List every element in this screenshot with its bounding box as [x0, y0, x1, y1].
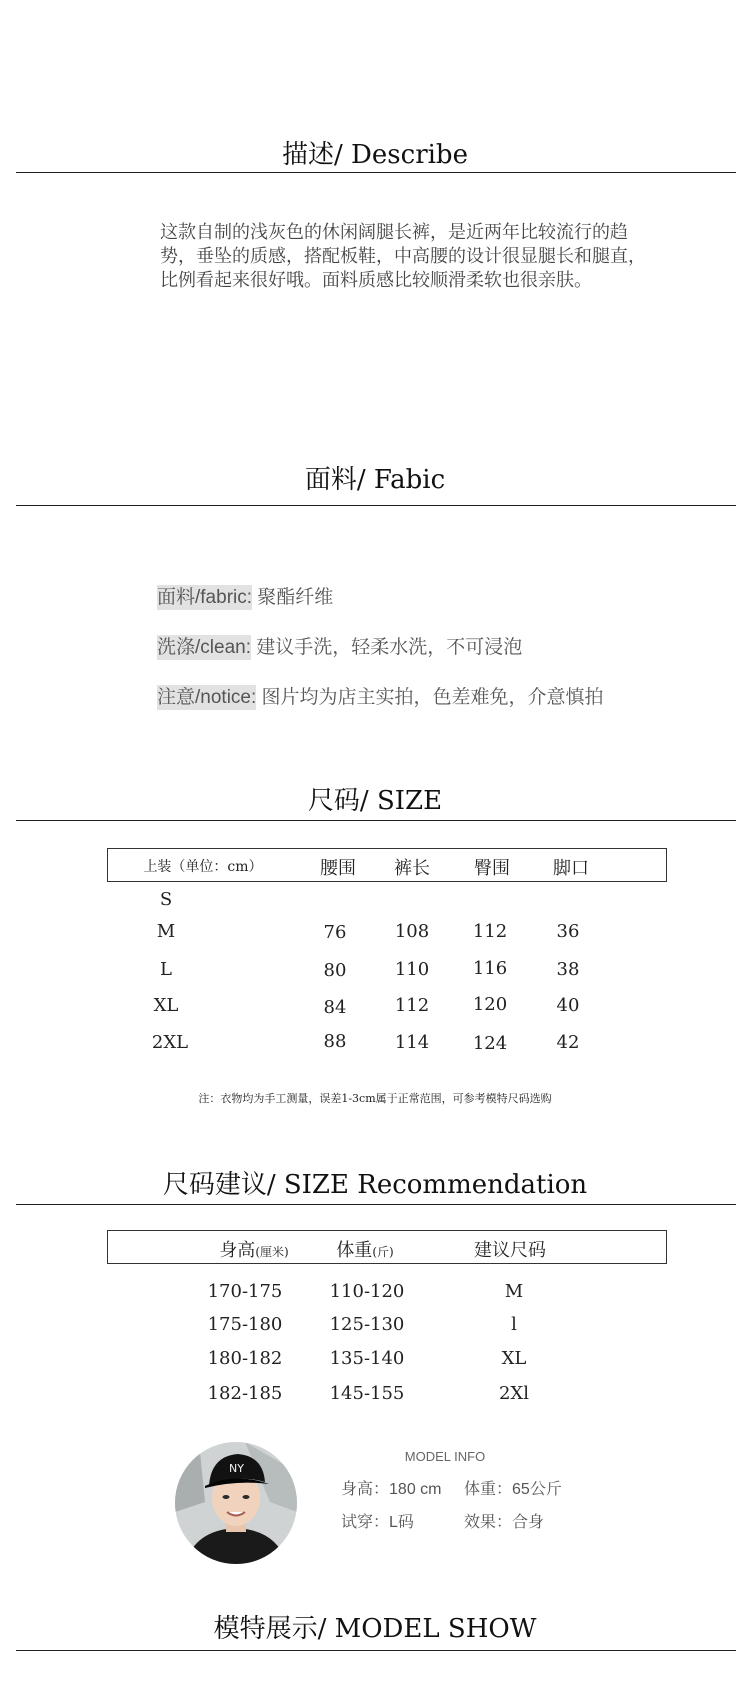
table-cell: 112 [472, 921, 508, 942]
table-cell: 88 [323, 1031, 347, 1052]
fabric-row-clean [157, 632, 522, 659]
size-title: 尺码/ SIZE [307, 786, 443, 816]
model-info-heading: MODEL INFO [404, 1449, 486, 1464]
table-cell: 180-182 [207, 1348, 283, 1369]
size-header-hip: 臀围 [474, 858, 510, 879]
rec-header-height-label: 身高 [219, 1240, 256, 1261]
describe-title: 描述/ Describe [282, 140, 468, 170]
model-photo [175, 1442, 297, 1564]
table-cell: 145-155 [329, 1383, 405, 1404]
size-header-length: 裤长 [394, 858, 430, 879]
divider [16, 1650, 736, 1651]
svg-text:NY: NY [229, 1462, 244, 1475]
divider [16, 1204, 736, 1205]
table-cell: 110 [394, 959, 430, 980]
model-avatar [175, 1442, 297, 1564]
table-cell: M [156, 921, 176, 942]
model-height-label: 身高： [341, 1481, 390, 1498]
table-cell: 170-175 [207, 1281, 283, 1302]
rec-header-size: 建议尺码 [474, 1240, 546, 1261]
clean-label: 洗涤/clean: [157, 637, 251, 658]
table-cell: XL [501, 1348, 527, 1369]
table-cell: 2XL [151, 1032, 189, 1053]
table-cell: 84 [323, 997, 347, 1018]
model-height-value: 180 cm [389, 1481, 442, 1498]
notice-value: 图片均为店主实拍，色差难免，介意慎拍 [256, 687, 604, 708]
recommendation-title: 尺码建议/ SIZE Recommendation [162, 1170, 588, 1200]
rec-header-weight [320, 1236, 410, 1262]
table-cell: 36 [556, 921, 580, 942]
model-weight-label: 体重： [464, 1481, 513, 1498]
size-table-header [107, 848, 667, 882]
rec-header-weight-label: 体重 [336, 1240, 373, 1261]
table-cell: 116 [472, 958, 508, 979]
model-try-label: 试穿： [341, 1514, 390, 1531]
fabric-title: 面料/ Fabic [304, 465, 446, 495]
table-cell: 80 [323, 960, 347, 981]
clean-value: 建议手洗，轻柔水洗，不可浸泡 [250, 637, 523, 658]
table-cell: 120 [472, 994, 508, 1015]
model-effect [464, 1509, 544, 1532]
model-try [341, 1509, 414, 1532]
table-cell: 110-120 [329, 1281, 405, 1302]
table-cell: 40 [556, 995, 580, 1016]
fabric-row-notice [157, 682, 604, 709]
table-cell: S [159, 889, 173, 910]
rec-header-weight-unit: (斤) [372, 1245, 394, 1259]
table-cell: 114 [394, 1032, 430, 1053]
size-header-hem: 脚口 [553, 858, 589, 879]
model-weight [464, 1476, 562, 1499]
table-cell: 124 [472, 1033, 508, 1054]
table-cell: 112 [394, 995, 430, 1016]
fabric-row-material [157, 582, 333, 609]
divider [16, 505, 736, 506]
table-cell: l [511, 1314, 517, 1335]
model-try-value: L码 [389, 1514, 414, 1531]
model-show-title: 模特展示/ MODEL SHOW [213, 1614, 537, 1644]
table-cell: XL [153, 995, 179, 1016]
recommendation-table-header [107, 1230, 667, 1264]
table-cell: M [504, 1281, 524, 1302]
notice-label: 注意/notice: [157, 687, 257, 708]
model-height [341, 1476, 441, 1499]
size-header-waist: 腰围 [320, 858, 356, 879]
table-cell: L [160, 959, 172, 980]
table-cell: 182-185 [207, 1383, 283, 1404]
rec-header-height [204, 1236, 304, 1262]
fabric-value: 聚酯纤维 [252, 587, 334, 608]
table-cell: 76 [323, 922, 347, 943]
describe-text: 这款自制的浅灰色的休闲阔腿长裤，是近两年比较流行的趋势，垂坠的质感，搭配板鞋，中高腰的设计很显腿长和腿直，比例看起来很好哦。面料质感比较顺滑柔软也很亲肤。 [160, 222, 646, 290]
rec-header-height-unit: (厘米) [255, 1245, 289, 1259]
size-header-unit: 上装（单位：cm） [143, 859, 263, 875]
model-weight-value: 65公斤 [512, 1481, 562, 1498]
table-cell: 42 [556, 1032, 580, 1053]
table-cell: 38 [556, 959, 580, 980]
model-effect-label: 效果： [464, 1514, 513, 1531]
table-cell: 135-140 [329, 1348, 405, 1369]
size-note: 注：衣物均为手工测量，误差1-3cm属于正常范围，可参考模特尺码选购 [198, 1092, 552, 1105]
table-cell: 175-180 [207, 1314, 283, 1335]
model-effect-value: 合身 [512, 1514, 545, 1531]
fabric-label: 面料/fabric: [157, 587, 253, 608]
divider [16, 820, 736, 821]
table-cell: 125-130 [329, 1314, 405, 1335]
table-cell: 2Xl [498, 1383, 530, 1404]
table-cell: 108 [394, 921, 430, 942]
divider [16, 172, 736, 173]
